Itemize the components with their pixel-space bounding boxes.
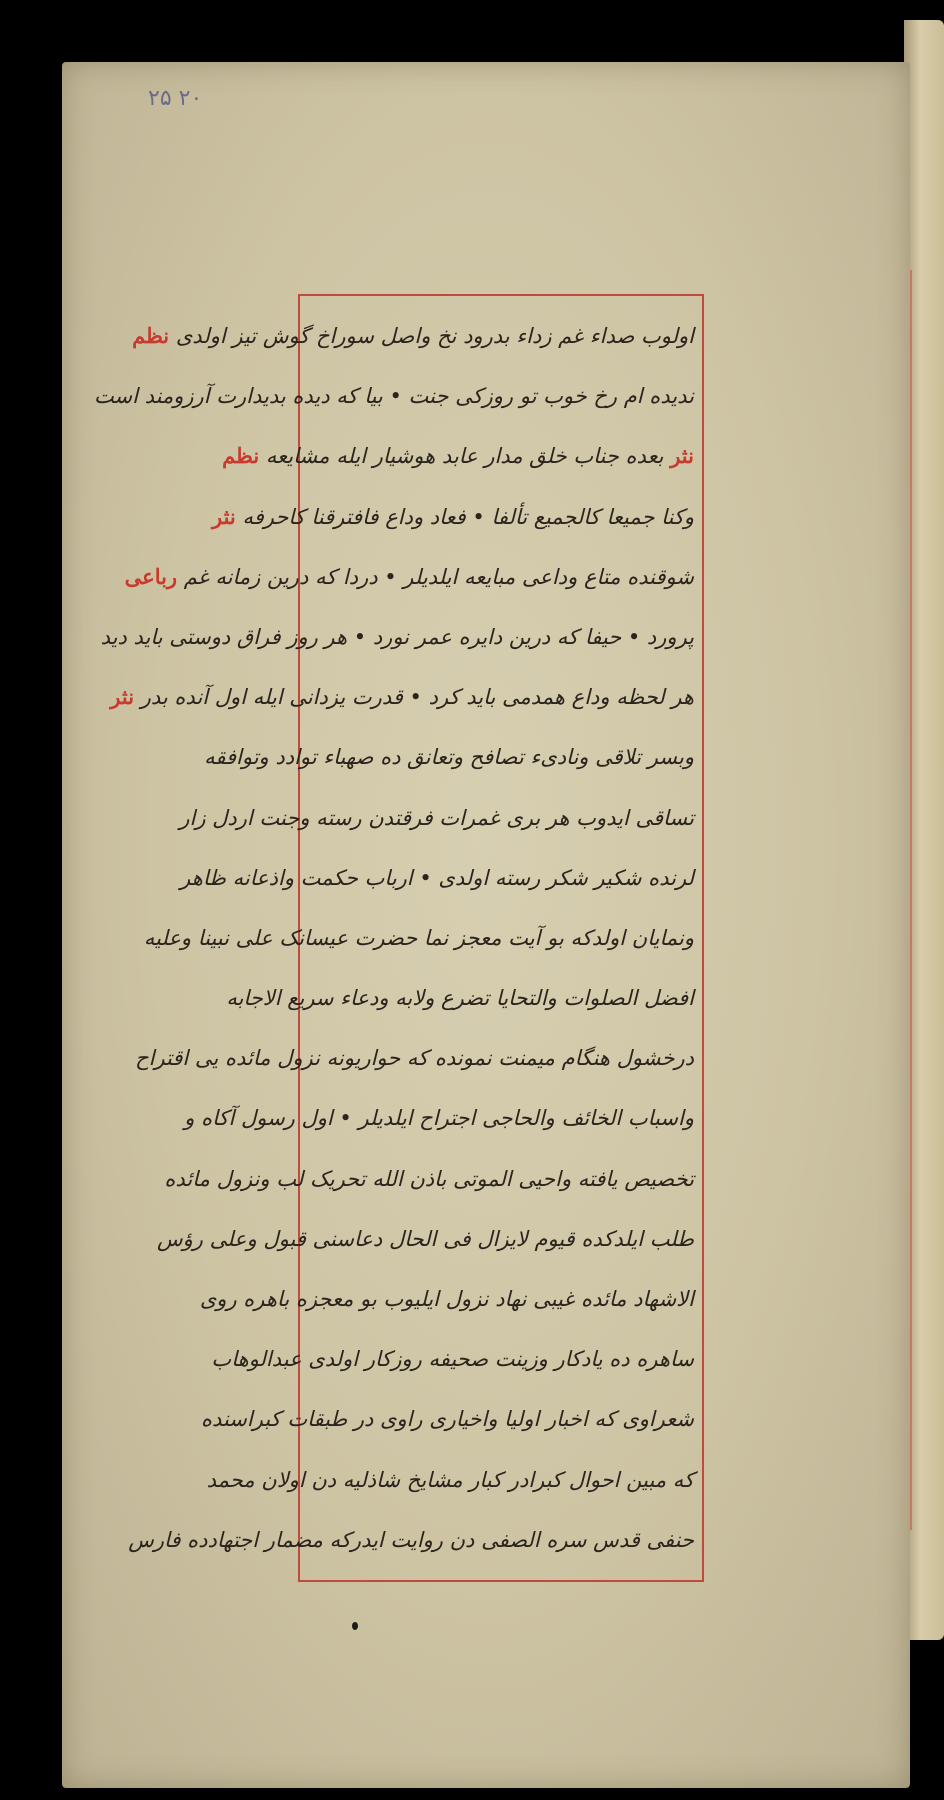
line-text: ساهره ده یادکار وزینت صحیفه روزکار اولدی عبدالوهاب bbox=[211, 1347, 694, 1372]
manuscript-line bbox=[164, 1149, 694, 1209]
manuscript-line bbox=[226, 968, 694, 1028]
manuscript-line bbox=[135, 1028, 694, 1088]
line-text: بعده جناب خلق مدار عابد هوشیار ایله مشایعه bbox=[265, 444, 664, 469]
manuscript-line bbox=[206, 1450, 694, 1510]
manuscript-line bbox=[204, 727, 694, 787]
line-text: افضل الصلوات والتحایا تضرع ولابه ودعاء سریع الاجابه bbox=[226, 986, 694, 1011]
manuscript-line bbox=[100, 607, 694, 667]
manuscript-line bbox=[211, 1329, 694, 1389]
line-text: ندیده ام رخ خوب تو روزکی جنت • بیا که دیده بدیدارت آرزومند است bbox=[93, 384, 694, 409]
manuscript-line bbox=[199, 1269, 694, 1329]
manuscript-line bbox=[128, 1510, 694, 1570]
manuscript-line bbox=[110, 667, 694, 727]
line-text: ونمایان اولدکه بو آیت معجز نما حضرت عیسانک علی نبینا وعلیه bbox=[143, 925, 694, 950]
rubric-heading: نظم bbox=[132, 323, 170, 348]
manuscript-line bbox=[212, 487, 694, 547]
next-page-edge bbox=[904, 20, 944, 1640]
manuscript-line bbox=[200, 1389, 694, 1449]
rubric-heading: نثر bbox=[670, 443, 694, 469]
manuscript-line bbox=[157, 1209, 694, 1269]
folio-current: ۲۰ bbox=[178, 86, 203, 111]
line-text: تخصیص یافته واحیی الموتی باذن الله تحریک لب ونزول مائده bbox=[164, 1166, 694, 1191]
line-text: حنفی قدس سره الصفی دن روایت ایدرکه مضمار اجتهادده فارس bbox=[128, 1527, 694, 1552]
rubric-heading: رباعی bbox=[124, 563, 178, 589]
manuscript-lines bbox=[93, 306, 694, 1570]
manuscript-line bbox=[124, 547, 694, 607]
manuscript-line bbox=[180, 848, 694, 908]
rubric-heading: نثر bbox=[110, 684, 135, 710]
rubric-heading: نثر bbox=[212, 503, 236, 529]
folio-old: ۲۵ bbox=[148, 86, 172, 111]
line-text: الاشهاد مائده غیبی نهاد نزول ایلیوب بو معجزه باهره روی bbox=[199, 1287, 694, 1311]
line-text: وبسر تلاقی ونادیء تصافح وتعانق ده صهباء توادد وتوافقه bbox=[204, 745, 694, 770]
ink-stain bbox=[352, 1622, 358, 1630]
line-text: طلب ایلدکده قیوم لایزال فی الحال دعاسنی قبول وعلی رؤس bbox=[157, 1226, 694, 1251]
next-page-frame bbox=[910, 270, 938, 1530]
line-text: که مبین احوال کبرادر کبار مشایخ شاذلیه دن اولان محمد bbox=[206, 1467, 694, 1492]
folio-number bbox=[112, 86, 202, 111]
manuscript-line bbox=[132, 306, 694, 366]
line-text: درخشول هنگام میمنت نمونده که حواریونه نزول مائده یی اقتراح bbox=[135, 1046, 694, 1071]
rubric-heading-secondary: نظم bbox=[222, 443, 260, 469]
manuscript-line bbox=[222, 426, 694, 486]
line-text: تساقی ایدوب هر بری غمرات فرقتدن رسته وجنت اردل زار bbox=[179, 805, 694, 830]
text-block-frame bbox=[93, 294, 704, 1582]
line-text: اولوب صداء غم زداء بدرود نخ واصل سوراخ گوش تیز اولدی bbox=[175, 324, 694, 348]
line-text: شعراوی که اخبار اولیا واخیاری راوی در طبقات کبراسنده bbox=[200, 1407, 694, 1432]
line-text: واسباب الخائف والحاجی اجتراح ایلدیلر • اول رسول آکاه و bbox=[184, 1106, 694, 1131]
line-text: هر لحظه وداع همدمی باید کرد • قدرت یزدانی ایله اول آنده بدر bbox=[140, 685, 694, 710]
line-text: شوقنده متاع وداعی مبایعه ایلدیلر • دردا که درین زمانه غم bbox=[183, 564, 694, 589]
manuscript-line bbox=[143, 908, 694, 968]
line-text: وکنا جمیعا کالجمیع تألفا • فعاد وداع فافترقنا کاحرفه bbox=[242, 504, 694, 529]
line-text: پرورد • حیفا که درین دایره عمر نورد • هر روز فراق دوستی باید دید bbox=[100, 624, 694, 649]
line-text: لرنده شکیر شکر رسته اولدی • ارباب حکمت واذعانه ظاهر bbox=[180, 865, 694, 890]
manuscript-line bbox=[179, 788, 694, 848]
manuscript-line bbox=[184, 1088, 694, 1148]
manuscript-line bbox=[93, 366, 694, 426]
